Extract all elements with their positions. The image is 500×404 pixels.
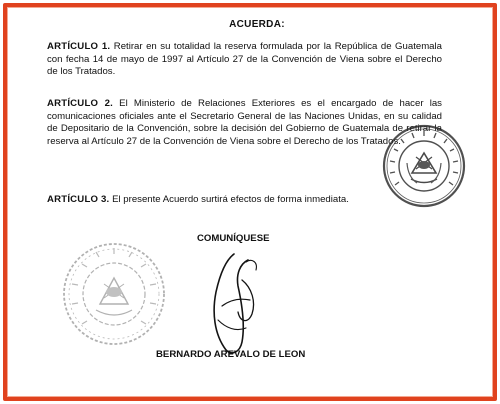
article-3-text: El presente Acuerdo surtirá efectos de forma inmediata. (109, 194, 349, 205)
article-2-label: ARTÍCULO 2. (47, 98, 113, 109)
article-2-text: El Ministerio de Relaciones Exteriores es el encargado de hacer las comunicaciones oficiales ante el Secretario General de las Naciones Unidas, en su calidad de Depositario de la Convención, sobre la decisión del Gobierno de Guatemala de retirar la reserva al Artículo 27 de la Convención de Viena sobre el Derecho de los Tratados. (47, 98, 442, 147)
article-1-text: Retirar en su totalidad la reserva formulada por la República de Guatemala con fecha 14 de mayo de 1997 al Artículo 27 de la Convención de Viena sobre el Derecho de los Tratados. (47, 41, 442, 78)
article-3-label: ARTÍCULO 3. (47, 194, 110, 205)
handwritten-signature (196, 250, 276, 360)
signatory-name: BERNARDO AREVALO DE LEON (156, 349, 306, 360)
official-seal-right (381, 123, 467, 209)
article-1 (47, 41, 442, 79)
document-heading: ACUERDA: (229, 19, 285, 30)
official-seal-left (60, 240, 168, 348)
closing-comuniquese: COMUNÍQUESE (197, 233, 270, 244)
article-1-label: ARTÍCULO 1. (47, 41, 111, 52)
